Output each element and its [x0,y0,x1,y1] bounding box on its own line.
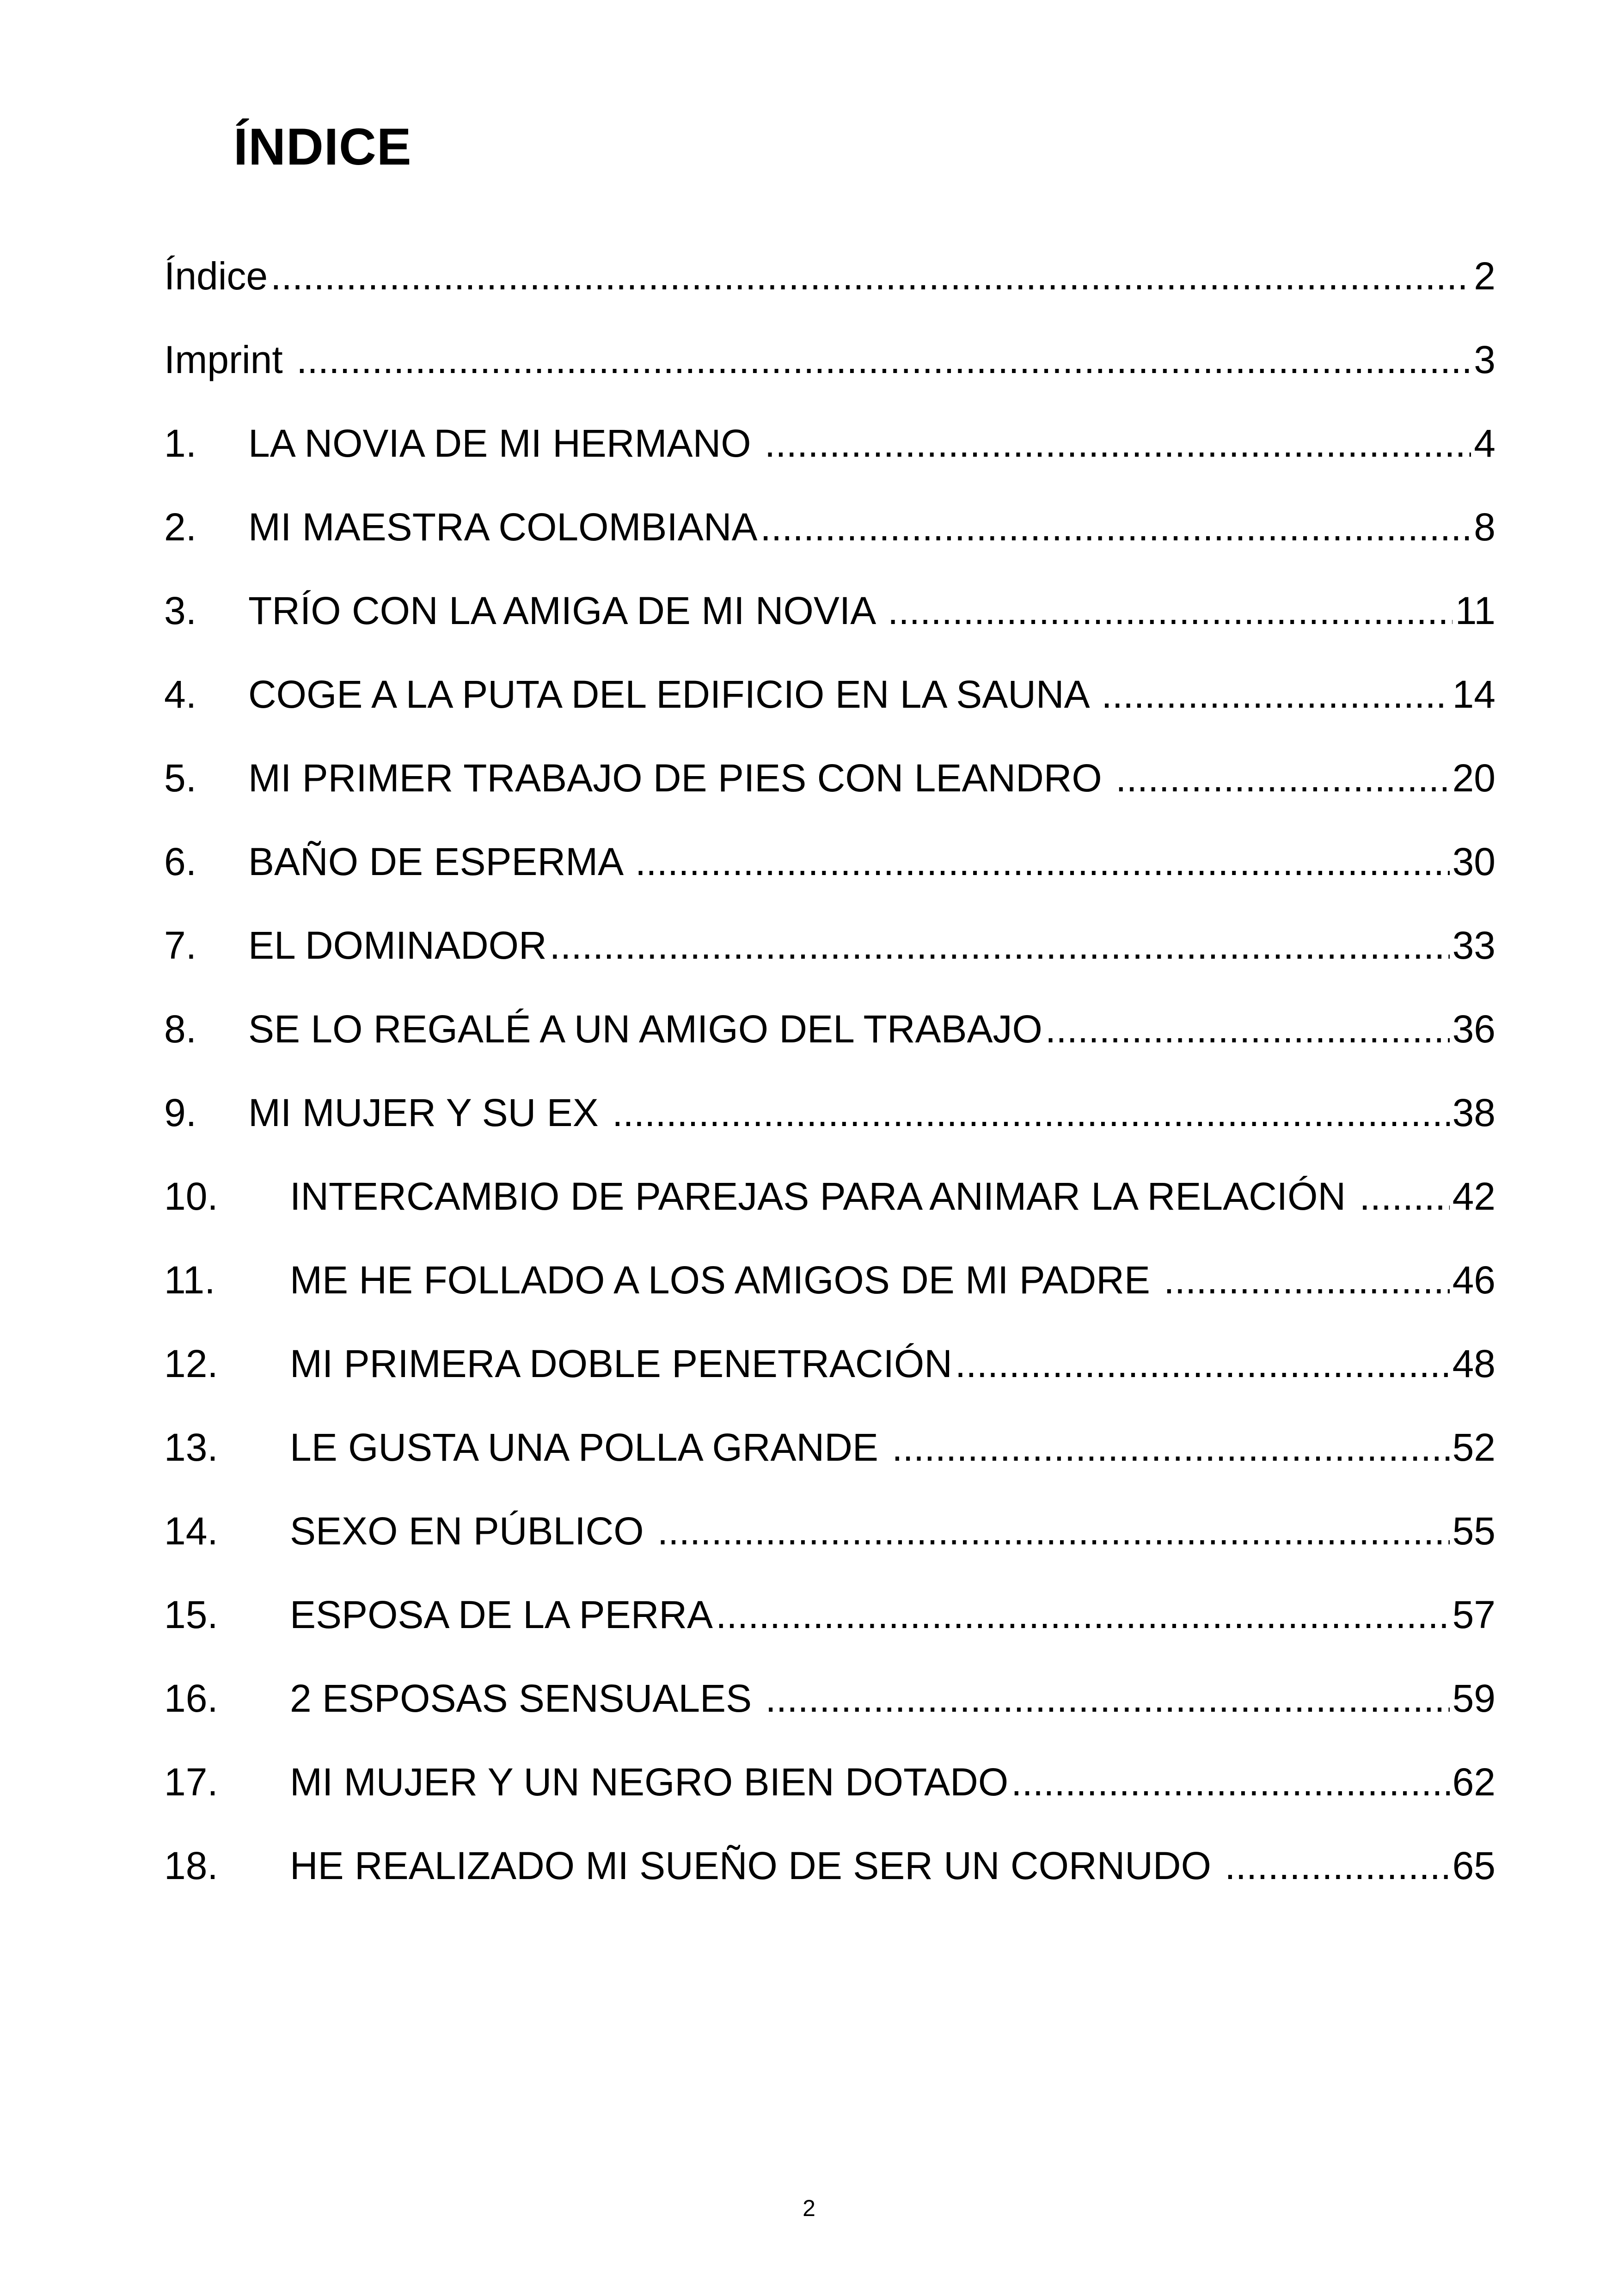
toc-entry[interactable] [164,1258,1495,1344]
toc-dot-leader [955,1344,1450,1383]
toc-entry-number: 16. [164,1677,218,1720]
toc-entry-number: 1. [164,422,197,465]
toc-dot-leader [1359,1177,1449,1216]
toc-entry[interactable] [164,254,1495,340]
toc-entry-number: 13. [164,1426,218,1469]
toc-dot-leader [612,1093,1450,1132]
toc-dot-leader [657,1512,1450,1550]
toc-entry[interactable] [164,1679,1495,1763]
toc-entry-page: 59 [1452,1677,1495,1720]
toc-entry-number: 2. [164,505,197,549]
toc-entry[interactable] [164,926,1495,1010]
toc-entry[interactable] [164,340,1495,424]
toc-dot-leader [892,1428,1449,1467]
toc-entry-number: 15. [164,1593,218,1636]
toc-entry-number: 6. [164,840,197,883]
toc-entry[interactable] [164,842,1495,926]
toc-dot-leader [1115,759,1449,797]
toc-entry-label: COGE A LA PUTA DEL EDIFICIO EN LA SAUNA [248,673,1099,716]
toc-entry-number: 3. [164,589,197,632]
toc-entry-label: MI PRIMER TRABAJO DE PIES CON LEANDRO [248,756,1113,800]
toc-entry[interactable] [164,1007,1495,1093]
page-title: ÍNDICE [233,118,412,176]
toc-entry[interactable] [164,1509,1495,1595]
toc-dot-leader [765,424,1471,463]
toc-entry-page: 3 [1474,338,1495,381]
toc-entry-page: 46 [1452,1258,1495,1302]
toc-entry-page: 11 [1455,589,1495,632]
toc-entry-label: ME HE FOLLADO A LOS AMIGOS DE MI PADRE [290,1258,1161,1302]
toc-entry-page: 8 [1474,505,1495,549]
toc-entry-page: 14 [1452,673,1495,716]
toc-entry-label: LE GUSTA UNA POLLA GRANDE [290,1426,889,1469]
toc-entry-number: 18. [164,1844,218,1887]
toc-entry-label: Imprint [164,338,294,381]
toc-entry-label: MI PRIMERA DOBLE PENETRACIÓN [290,1342,952,1385]
toc-entry-page: 36 [1452,1007,1495,1051]
page-number: 2 [803,2195,815,2221]
toc-entry-label: SE LO REGALÉ A UN AMIGO DEL TRABAJO [248,1007,1042,1051]
toc-entry-label: INTERCAMBIO DE PAREJAS PARA ANIMAR LA RELACIÓN [290,1175,1357,1218]
toc-dot-leader [296,340,1471,379]
toc-dot-leader [1045,1010,1450,1048]
toc-dot-leader [1164,1261,1449,1299]
toc-entry-page: 57 [1452,1593,1495,1636]
toc-entry-label: MI MUJER Y SU EX [248,1091,610,1134]
toc-dot-leader [1225,1846,1449,1885]
toc-entry-number: 8. [164,1007,197,1051]
toc-entry[interactable] [164,591,1495,675]
toc-entry-number: 12. [164,1342,218,1385]
toc-entry-page: 55 [1452,1509,1495,1553]
toc-entry-page: 33 [1452,924,1495,967]
toc-entry-page: 65 [1452,1844,1495,1887]
toc-dot-leader [270,257,1471,295]
toc-entry[interactable] [164,505,1495,591]
toc-dot-leader [760,508,1471,546]
toc-entry-label: SEXO EN PÚBLICO [290,1509,655,1553]
toc-entry[interactable] [164,1595,1495,1679]
toc-entry-label: 2 ESPOSAS SENSUALES [290,1677,763,1720]
toc-entry-label: BAÑO DE ESPERMA [248,840,632,883]
table-of-contents [164,254,1495,1930]
toc-entry-number: 17. [164,1760,218,1804]
toc-entry-label: EL DOMINADOR [248,924,547,967]
toc-entry-number: 11. [164,1258,215,1302]
toc-entry[interactable] [164,1846,1495,1930]
toc-entry-number: 4. [164,673,197,716]
toc-entry-label: TRÍO CON LA AMIGA DE MI NOVIA [248,589,885,632]
toc-dot-leader [635,842,1450,881]
toc-entry-number: 10. [164,1175,218,1218]
toc-entry-label: LA NOVIA DE MI HERMANO [248,422,762,465]
toc-entry[interactable] [164,1344,1495,1428]
toc-entry-number: 5. [164,756,197,800]
toc-dot-leader [765,1679,1449,1718]
toc-entry-page: 2 [1474,254,1495,298]
toc-entry-page: 62 [1452,1760,1495,1804]
toc-entry-page: 30 [1452,840,1495,883]
toc-entry-label: HE REALIZADO MI SUEÑO DE SER UN CORNUDO [290,1844,1222,1887]
toc-entry[interactable] [164,1093,1495,1177]
toc-entry-page: 42 [1452,1175,1495,1218]
toc-dot-leader [1011,1763,1449,1801]
toc-entry[interactable] [164,1428,1495,1512]
toc-entry[interactable] [164,1177,1495,1261]
toc-entry-label: MI MAESTRA COLOMBIANA [248,505,758,549]
toc-entry-page: 4 [1474,422,1495,465]
toc-entry-number: 7. [164,924,197,967]
toc-entry-label: ESPOSA DE LA PERRA [290,1593,713,1636]
toc-entry-page: 52 [1452,1426,1495,1469]
toc-entry[interactable] [164,1760,1495,1846]
toc-entry-number: 14. [164,1509,218,1553]
toc-dot-leader [550,926,1450,965]
toc-entry-page: 48 [1452,1342,1495,1385]
toc-dot-leader [716,1595,1450,1634]
toc-entry-number: 9. [164,1091,197,1134]
toc-entry-label: Índice [164,254,268,298]
toc-dot-leader [888,591,1453,630]
toc-entry-page: 20 [1452,756,1495,800]
toc-entry[interactable] [164,424,1495,508]
toc-entry-page: 38 [1452,1091,1495,1134]
toc-entry-label: MI MUJER Y UN NEGRO BIEN DOTADO [290,1760,1009,1804]
toc-entry[interactable] [164,675,1495,759]
toc-dot-leader [1101,675,1449,714]
toc-entry[interactable] [164,756,1495,842]
